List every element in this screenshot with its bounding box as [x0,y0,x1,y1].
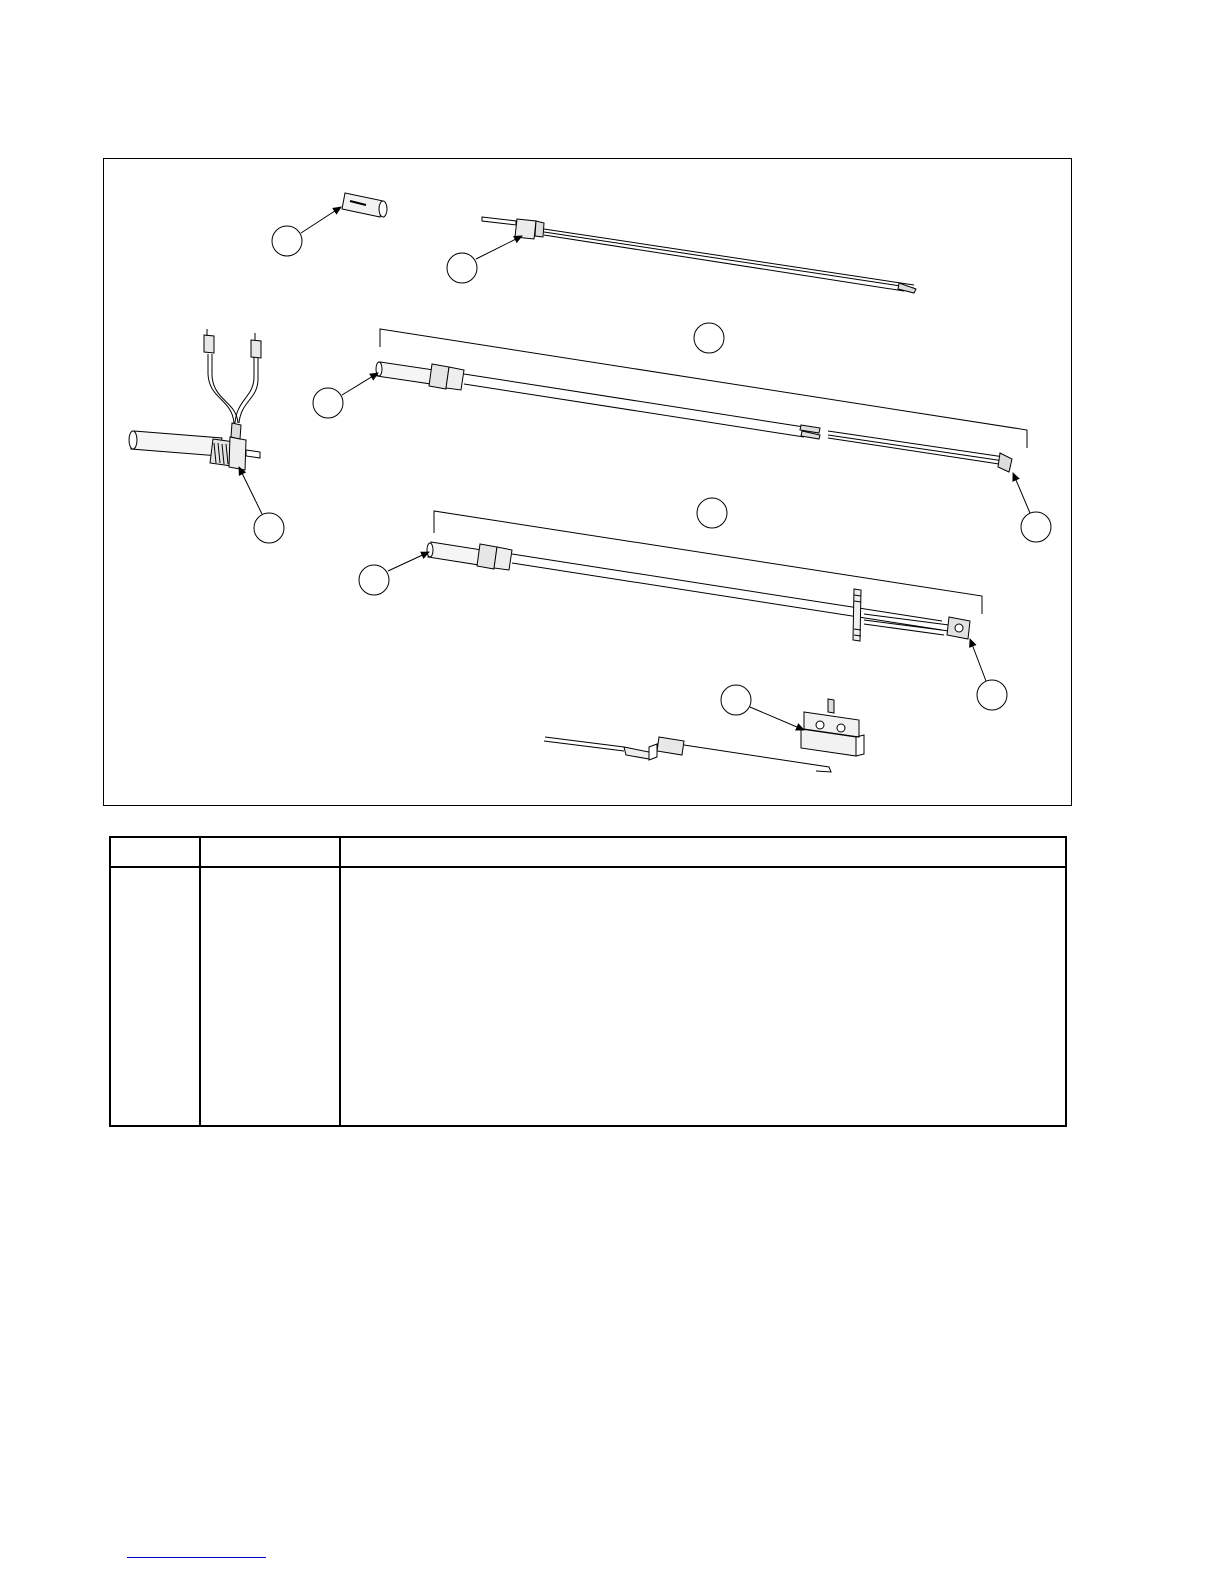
sleeve-part [342,193,387,217]
table-header-divider [111,866,1065,868]
callout-circle-1 [272,226,302,256]
footer-link-underline [127,1557,266,1558]
callout-circle-10 [721,685,751,715]
callout-circle-5 [313,388,343,418]
callout-circle-7 [697,498,727,528]
leader-arrow-10 [750,707,804,730]
parts-list-table [109,836,1067,1127]
sensor-fitting-part [129,329,261,470]
callout-circle-2 [447,253,477,283]
table-column-divider [339,838,341,1125]
leader-arrow-5 [342,373,378,395]
callout-circle-8 [359,565,389,595]
leader-arrow-1 [301,207,341,233]
probe-rod-part [482,217,916,293]
table-column-divider [199,838,201,1125]
leader-arrow-3 [239,467,262,514]
callout-circle-4 [694,323,724,353]
parts-drawing [104,159,1073,807]
callout-circle-3 [254,513,284,543]
lower-rod-assembly [427,511,982,641]
block-valve-part [544,699,864,772]
leader-arrow-9 [970,639,986,681]
leader-arrow-8 [388,552,429,571]
leader-arrow-2 [476,236,522,259]
callout-circle-9 [977,680,1007,710]
callout-circle-6 [1021,512,1051,542]
leader-arrow-6 [1013,473,1030,513]
exploded-parts-illustration [103,158,1072,806]
